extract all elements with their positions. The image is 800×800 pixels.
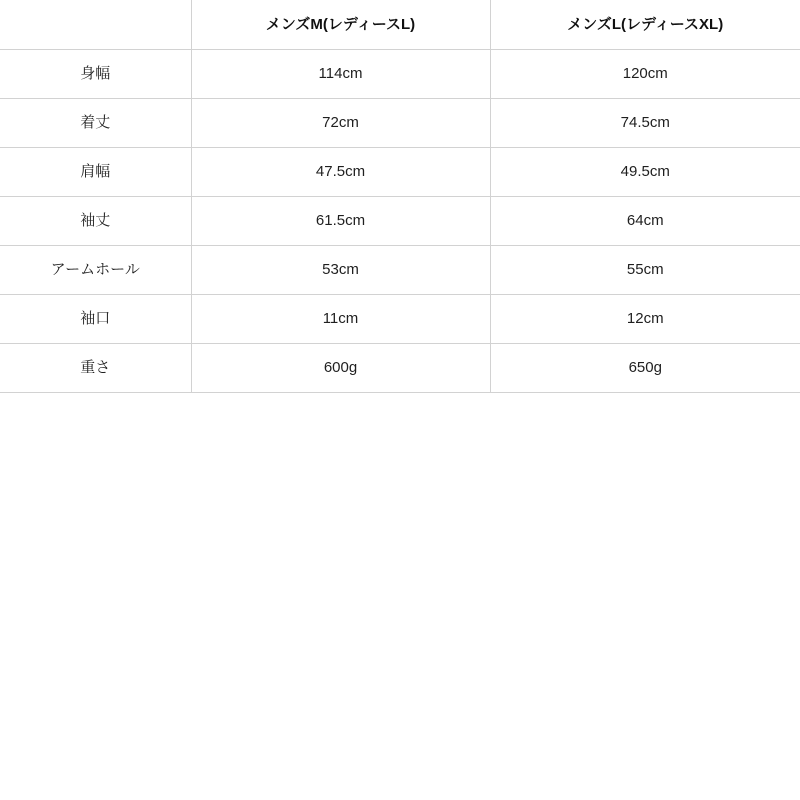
row-label-armhole: アームホール	[0, 245, 191, 294]
table-row	[0, 294, 800, 343]
cell-shoulder-width-mens-m: 47.5cm	[191, 147, 490, 196]
row-label-cuff: 袖口	[0, 294, 191, 343]
cell-sleeve-length-mens-l: 64cm	[490, 196, 800, 245]
table-row	[0, 147, 800, 196]
cell-length-mens-m: 72cm	[191, 98, 490, 147]
cell-weight-mens-l: 650g	[490, 343, 800, 392]
cell-cuff-mens-m: 11cm	[191, 294, 490, 343]
cell-body-width-mens-l: 120cm	[490, 49, 800, 98]
row-label-length: 着丈	[0, 98, 191, 147]
row-label-shoulder-width: 肩幅	[0, 147, 191, 196]
row-label-weight: 重さ	[0, 343, 191, 392]
cell-body-width-mens-m: 114cm	[191, 49, 490, 98]
size-table	[0, 0, 800, 393]
cell-armhole-mens-l: 55cm	[490, 245, 800, 294]
row-label-body-width: 身幅	[0, 49, 191, 98]
cell-armhole-mens-m: 53cm	[191, 245, 490, 294]
table-header	[0, 0, 800, 49]
cell-sleeve-length-mens-m: 61.5cm	[191, 196, 490, 245]
cell-shoulder-width-mens-l: 49.5cm	[490, 147, 800, 196]
table-row	[0, 343, 800, 392]
table-row	[0, 196, 800, 245]
row-label-sleeve-length: 袖丈	[0, 196, 191, 245]
column-header-mens-m: メンズM(レディースL)	[191, 0, 490, 49]
table-header-row	[0, 0, 800, 49]
table-body	[0, 49, 800, 392]
table-row	[0, 245, 800, 294]
cell-length-mens-l: 74.5cm	[490, 98, 800, 147]
table-corner-cell	[0, 0, 191, 49]
cell-cuff-mens-l: 12cm	[490, 294, 800, 343]
column-header-mens-l: メンズL(レディースXL)	[490, 0, 800, 49]
table-row	[0, 49, 800, 98]
table-row	[0, 98, 800, 147]
cell-weight-mens-m: 600g	[191, 343, 490, 392]
